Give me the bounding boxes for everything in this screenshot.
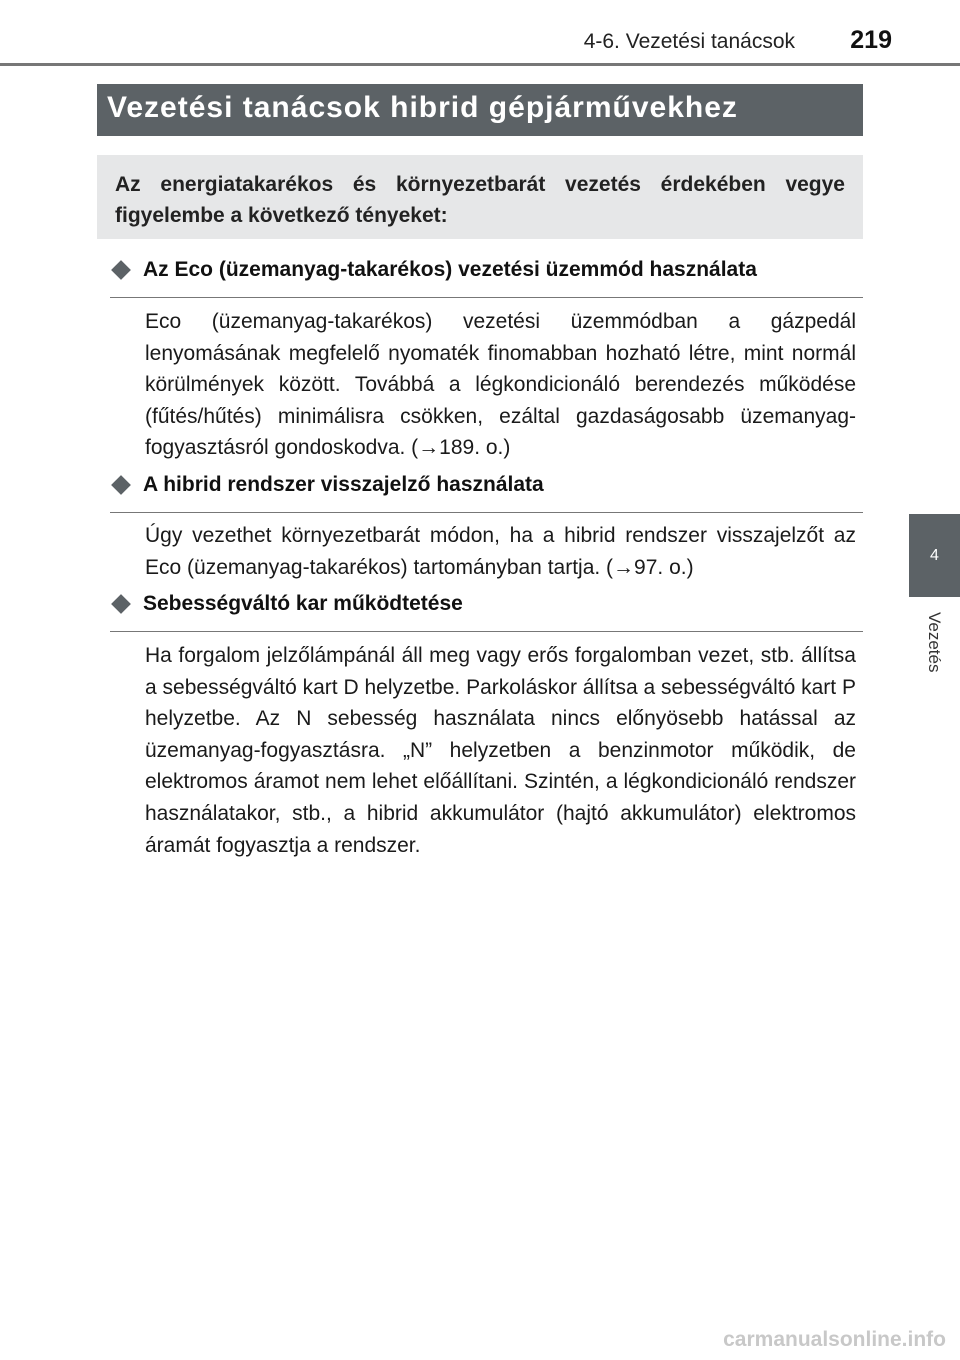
watermark: carmanualsonline.info [723, 1328, 946, 1351]
section-body-hybrid-indicator: Úgy vezethet környezetbarát módon, ha a hibrid rendszer visszajelzőt az Eco (üzemanyag-takarékos) tartományban tartja. (→97. o.) [145, 524, 856, 579]
section-heading-text: Sebességváltó kar működtetése [143, 592, 463, 615]
intro-box: Az energiatakarékos és környezetbarát vezetés érdekében vegye figyelembe a következő tényeket: [97, 155, 863, 239]
section-heading-shift-lever [110, 592, 863, 632]
chapter-tab [909, 514, 960, 597]
header-rule [0, 63, 960, 66]
diamond-bullet-icon [111, 260, 131, 280]
page-title: Vezetési tanácsok hibrid gépjárművekhez [97, 84, 863, 136]
section-heading-eco-mode [110, 258, 863, 298]
section-heading-text: Az Eco (üzemanyag-takarékos) vezetési üzemmód használata [143, 258, 757, 281]
diamond-bullet-icon [111, 594, 131, 614]
chapter-number: 4 [930, 546, 939, 564]
section-heading-text: A hibrid rendszer visszajelző használata [143, 473, 544, 496]
header-section-title: 4-6. Vezetési tanácsok [583, 30, 795, 53]
chapter-label: Vezetés [925, 612, 944, 673]
section-body-eco-mode: Eco (üzemanyag-takarékos) vezetési üzemmódban a gázpedál lenyomásának megfelelő nyomaték finomabban hozható létre, mint normál körülmények között. Továbbá a légkondicionáló berendezés működése (fűtés/hűtés) minimálisra csökken, ezáltal gazdaságosabb üzemanyag-fogyasztásról gondoskodva. (→189. o.) [145, 310, 856, 460]
section-body-shift-lever: Ha forgalom jelzőlámpánál áll meg vagy erős forgalomban vezet, stb. állítsa a sebességváltó kart D helyzetbe. Parkoláskor állítsa a sebességváltó kart P helyzetbe. Az N sebesség használata nincs előnyösebb hatással az üzemanyag-fogyasztásra. „N” helyzetben a benzinmotor működik, de elektromos áramot nem lehet előállítani. Szintén, a légkondicionáló rendszer használatakor, stb., a hibrid akkumulátor (hajtó akkumulátor) elektromos áramát fogyasztja a rendszer. [145, 644, 856, 857]
page-number: 219 [850, 26, 892, 54]
section-heading-hybrid-indicator [110, 473, 863, 513]
diamond-bullet-icon [111, 475, 131, 495]
